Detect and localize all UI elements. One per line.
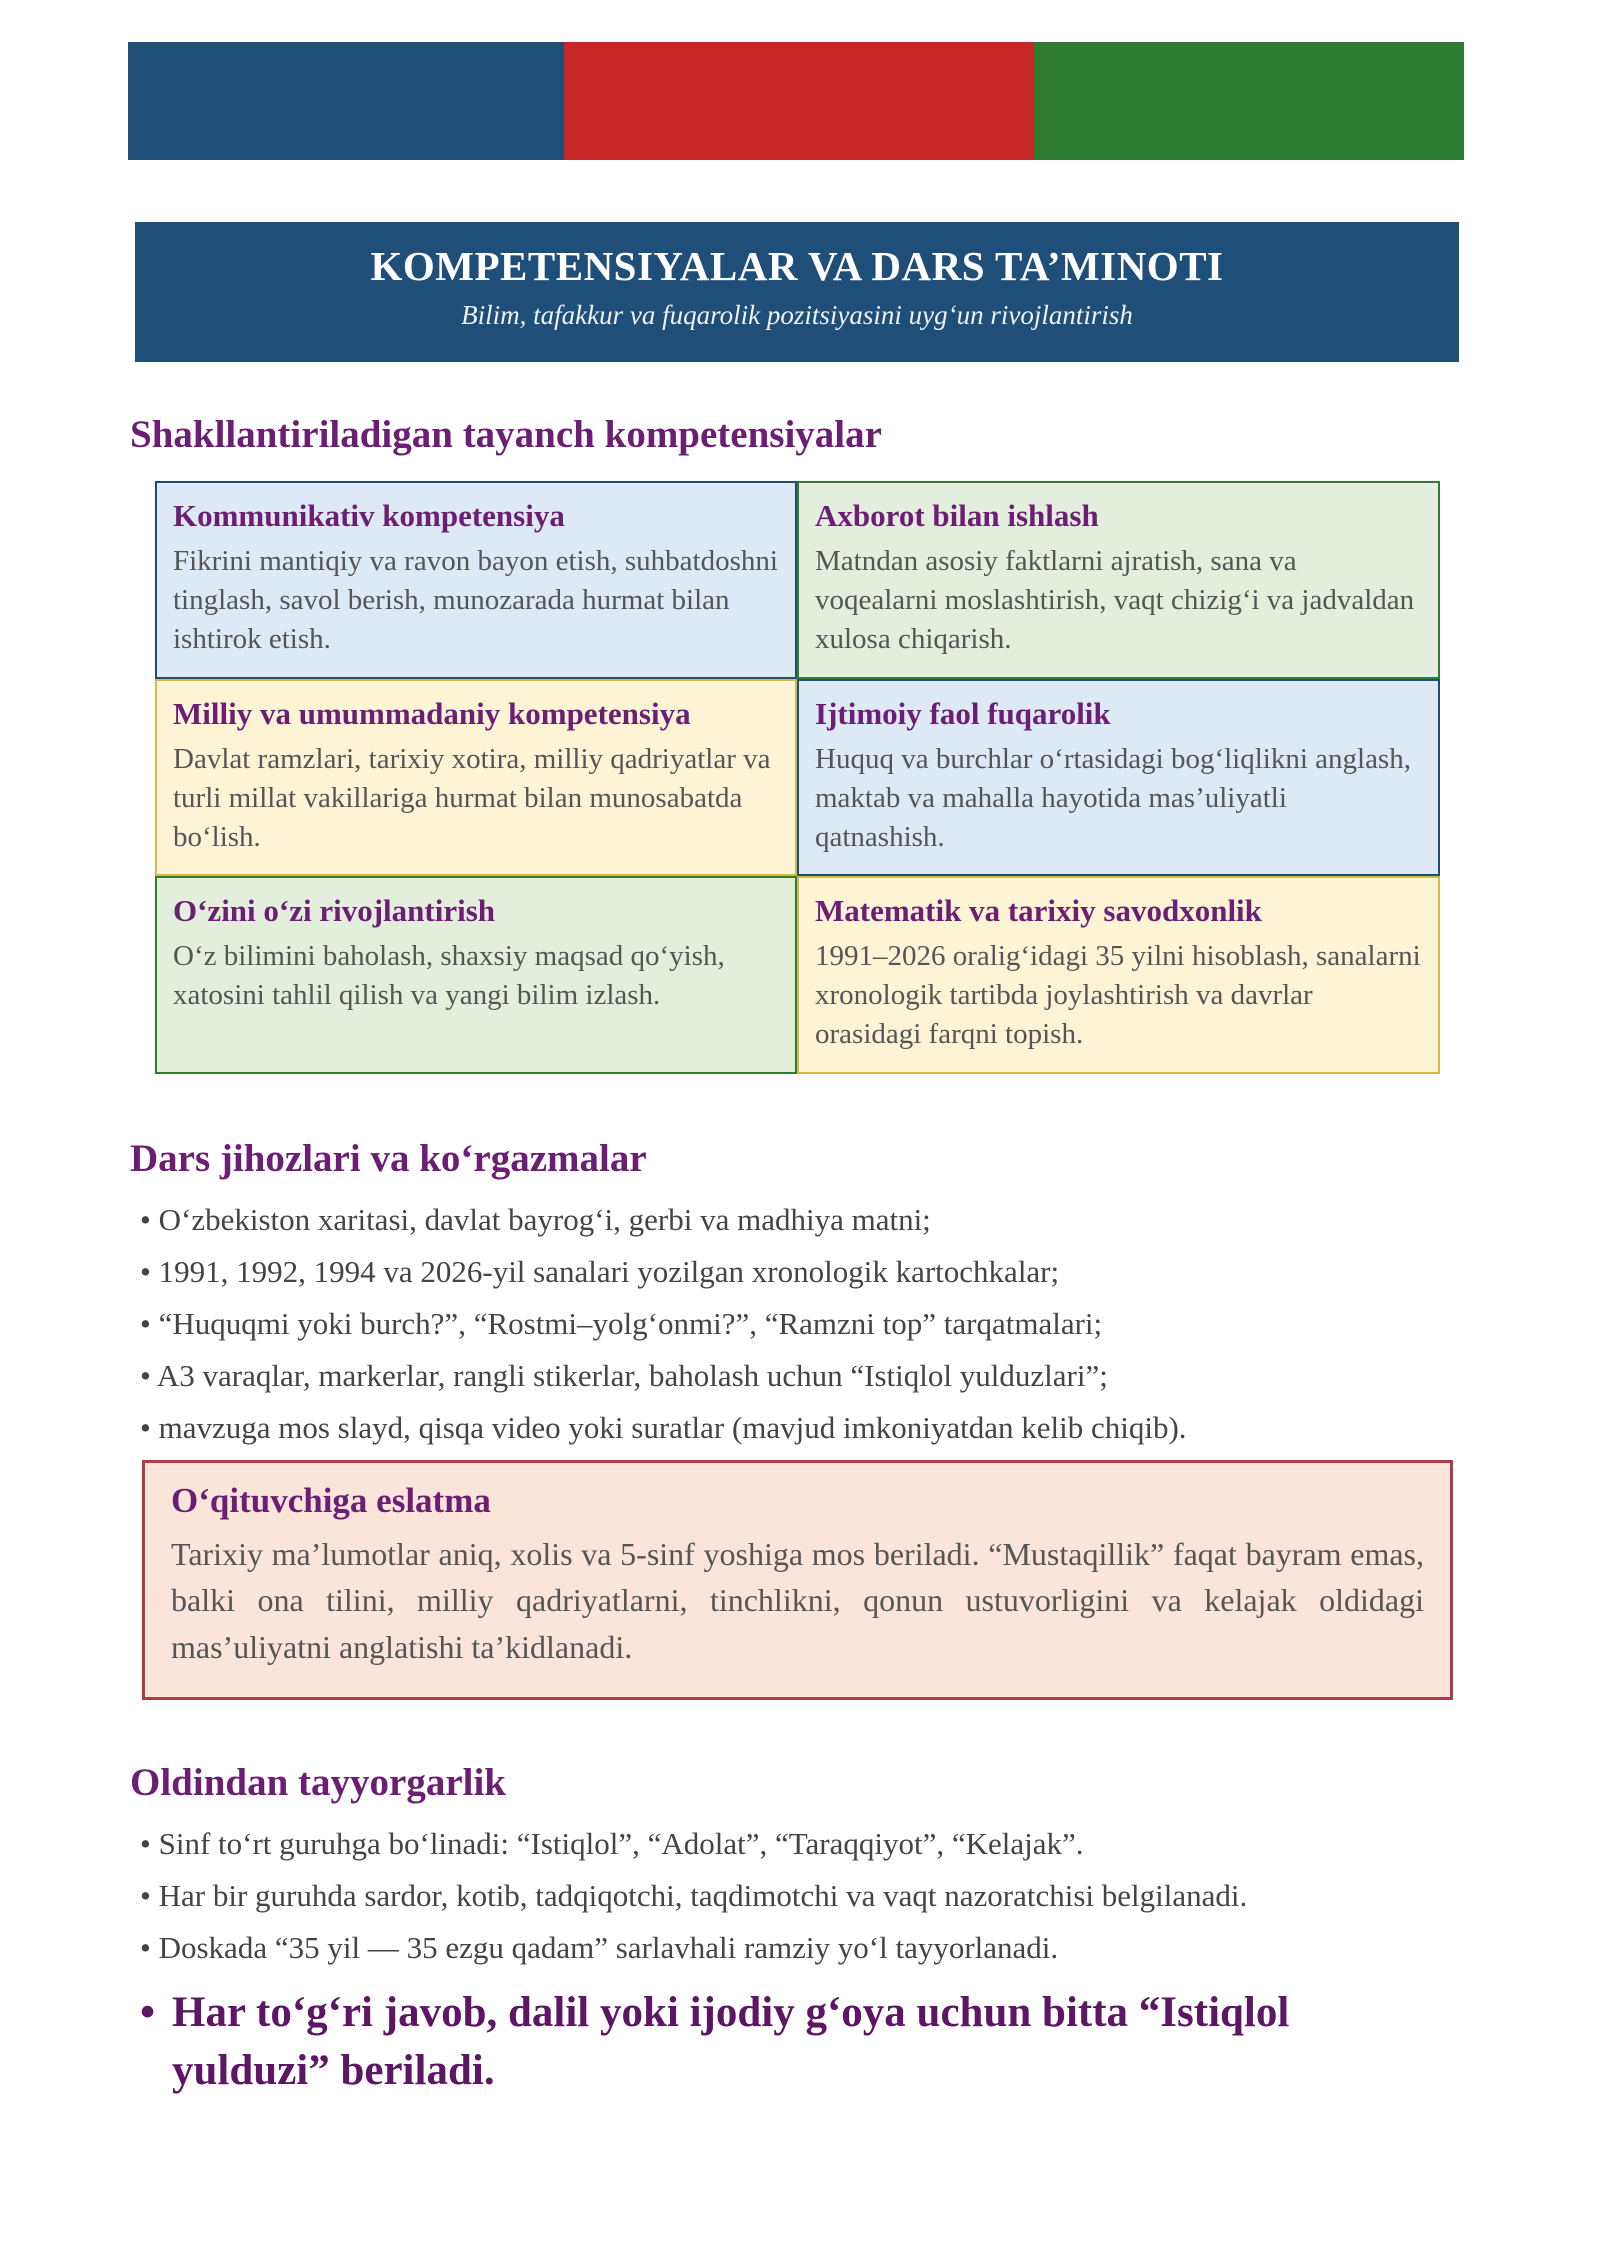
equipment-heading: Dars jihozlari va ko‘rgazmalar xyxy=(130,1137,647,1180)
list-item: • 1991, 1992, 1994 va 2026-yil sanalari yozilgan xronologik kartochkalar; xyxy=(140,1246,1187,1298)
flag-stripe-blue xyxy=(128,42,564,160)
highlight-text: Har to‘g‘ri javob, dalil yoki ijodiy g‘oya uchun bitta “Istiqlol yulduzi” beriladi. xyxy=(172,1989,1290,2095)
competency-title: Matematik va tarixiy savodxonlik xyxy=(815,893,1262,928)
competency-card-information xyxy=(797,481,1440,679)
competency-card-citizenship xyxy=(797,679,1440,876)
preparation-heading: Oldindan tayyorgarlik xyxy=(130,1761,506,1804)
competency-title: O‘zini o‘zi rivojlantirish xyxy=(173,893,496,928)
competency-description: Huquq va burchlar o‘rtasidagi bog‘liqlikni anglash, maktab va mahalla hayotida mas’uliyatli qatnashish. xyxy=(815,743,1411,853)
competency-title: Axborot bilan ishlash xyxy=(815,498,1099,533)
list-item: • Doskada “35 yil — 35 ezgu qadam” sarlavhali ramziy yo‘l tayyorlanadi. xyxy=(140,1922,1247,1974)
competency-description: Davlat ramzlari, tarixiy xotira, milliy qadriyatlar va turli millat vakillariga hurmat bilan munosabatda bo‘lish. xyxy=(173,743,771,853)
page-title: KOMPETENSIYALAR VA DARS TA’MINOTI xyxy=(370,243,1224,289)
competency-description: O‘z bilimini baholash, shaxsiy maqsad qo‘yish, xatosini tahlil qilish va yangi bilim izlash. xyxy=(173,940,725,1012)
title-banner xyxy=(135,222,1459,362)
competency-card-cultural xyxy=(155,679,797,876)
list-item: • “Huquqmi yoki burch?”, “Rostmi–yolg‘onmi?”, “Ramzni top” tarqatmalari; xyxy=(140,1298,1187,1350)
competency-description: Fikrini mantiqiy va ravon bayon etish, suhbatdoshni tinglash, savol berish, munozarada hurmat bilan ishtirok etish. xyxy=(173,545,778,655)
teacher-note-box xyxy=(142,1460,1453,1700)
preparation-list xyxy=(140,1818,1247,1974)
list-item: • Sinf to‘rt guruhga bo‘linadi: “Istiqlol”, “Adolat”, “Taraqqiyot”, “Kelajak”. xyxy=(140,1818,1247,1870)
list-item: • mavzuga mos slayd, qisqa video yoki suratlar (mavjud imkoniyatdan kelib chiqib). xyxy=(140,1402,1187,1454)
list-item: • O‘zbekiston xaritasi, davlat bayrog‘i, gerbi va madhiya matni; xyxy=(140,1194,1187,1246)
flag-stripes xyxy=(128,42,1464,160)
competencies-heading: Shakllantiriladigan tayanch kompetensiyalar xyxy=(130,413,882,456)
competency-title: Ijtimoiy faol fuqarolik xyxy=(815,696,1111,731)
page-subtitle: Bilim, tafakkur va fuqarolik pozitsiyasini uyg‘un rivojlantirish xyxy=(461,300,1133,330)
competency-card-self-development xyxy=(155,876,797,1074)
competency-description: 1991–2026 oralig‘idagi 35 yilni hisoblash, sanalarni xronologik tartibda joylashtirish va davrlar orasidagi farqni topish. xyxy=(815,940,1421,1050)
competency-card-communicative xyxy=(155,481,797,679)
competency-title: Milliy va umummadaniy kompetensiya xyxy=(173,696,691,731)
flag-stripe-green xyxy=(1034,42,1464,160)
competencies-grid xyxy=(155,481,1440,1074)
competency-title: Kommunikativ kompetensiya xyxy=(173,498,565,533)
bullet-icon: • xyxy=(140,1989,156,2036)
highlight-item xyxy=(140,1984,1400,2100)
note-body: Tarixiy ma’lumotlar aniq, xolis va 5-sinf yoshiga mos beriladi. “Mustaqillik” faqat bayram emas, balki ona tilini, milliy qadriyatlarni, tinchlikni, qonun ustuvorligini va kelajak oldidagi mas’uliyatni anglatishi ta’kidlanadi. xyxy=(171,1536,1424,1665)
competency-description: Matndan asosiy faktlarni ajratish, sana va voqealarni moslashtirish, vaqt chizig‘i va jadvaldan xulosa chiqarish. xyxy=(815,545,1415,655)
flag-stripe-red xyxy=(564,42,1034,160)
note-title: O‘qituvchiga eslatma xyxy=(171,1481,491,1520)
equipment-list xyxy=(140,1194,1187,1454)
competency-card-literacy xyxy=(797,876,1440,1074)
list-item: • Har bir guruhda sardor, kotib, tadqiqotchi, taqdimotchi va vaqt nazoratchisi belgilanadi. xyxy=(140,1870,1247,1922)
list-item: • A3 varaqlar, markerlar, rangli stikerlar, baholash uchun “Istiqlol yulduzlari”; xyxy=(140,1350,1187,1402)
